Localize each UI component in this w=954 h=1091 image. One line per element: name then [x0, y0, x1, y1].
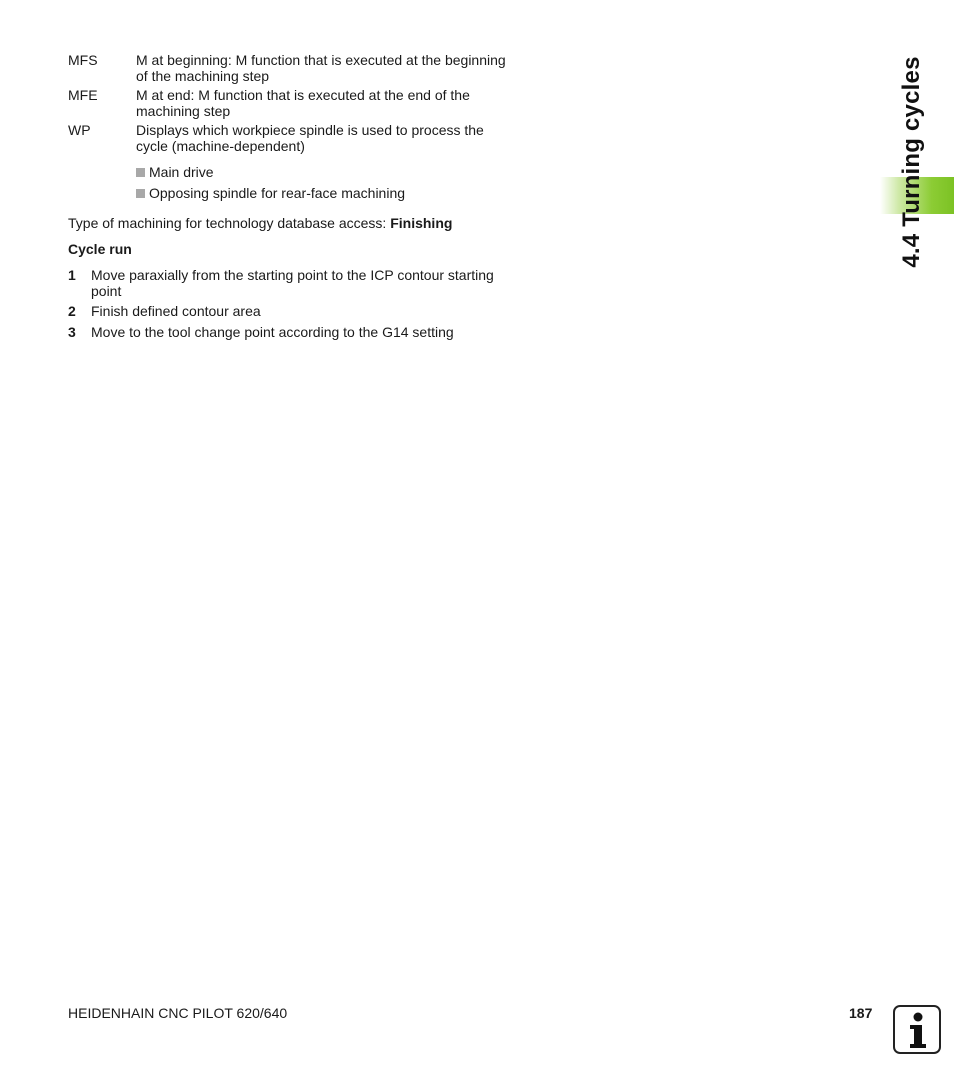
footer-manual-title: HEIDENHAIN CNC PILOT 620/640 [68, 1005, 288, 1021]
param-name-mfe: MFE [68, 87, 98, 103]
step-text: Move to the tool change point according to the G14 setting [91, 324, 454, 340]
section-title-vertical: 4.4 Turning cycles [898, 56, 925, 268]
step-number: 3 [68, 324, 76, 340]
step-text: Move paraxially from the starting point to the ICP contour starting point [91, 267, 494, 299]
machining-type-value: Finishing [390, 215, 453, 231]
bullet-square-icon [136, 168, 145, 177]
wp-option-main-drive [136, 164, 214, 180]
wp-option-label: Main drive [149, 164, 214, 180]
machining-type-line [68, 215, 668, 231]
param-name-wp: WP [68, 122, 91, 138]
wp-option-label: Opposing spindle for rear-face machining [149, 185, 406, 201]
step-text: Finish defined contour area [91, 303, 261, 319]
info-icon [893, 1005, 941, 1054]
param-name-mfs: MFS [68, 52, 98, 68]
bullet-square-icon [136, 189, 145, 198]
page-number: 187 [849, 1005, 873, 1021]
param-desc-wp: Displays which workpiece spindle is used to process the cycle (machine-dependent) [136, 122, 484, 154]
step-number: 2 [68, 303, 76, 319]
step-number: 1 [68, 267, 76, 283]
param-desc-mfe: M at end: M function that is executed at the end of the machining step [136, 87, 470, 119]
machining-type-prefix: Type of machining for technology database access: [68, 215, 391, 231]
cycle-run-heading: Cycle run [68, 241, 132, 257]
param-desc-mfs: M at beginning: M function that is executed at the beginning of the machining step [136, 52, 506, 84]
wp-option-opposing-spindle [136, 185, 405, 201]
